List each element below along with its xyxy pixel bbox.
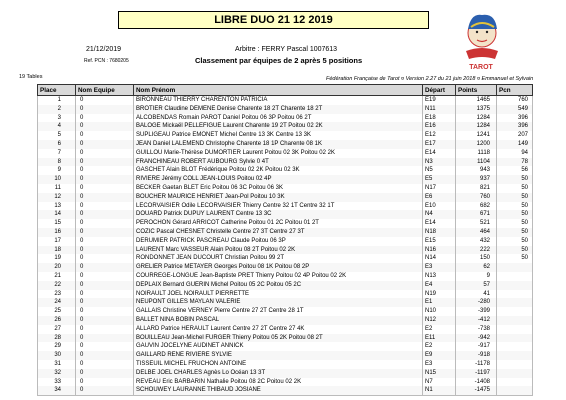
cell-nom: NOIRAULT JOEL NOIRAULT PIERRETTE <box>134 290 423 299</box>
cell-place: 7 <box>38 149 76 158</box>
cell-depart: N13 <box>423 272 456 281</box>
cell-points: -1475 <box>456 386 497 395</box>
cell-depart: E19 <box>423 96 456 105</box>
table-row <box>38 325 533 334</box>
table-row <box>38 122 533 131</box>
cell-points: 1284 <box>456 122 497 131</box>
cell-equipe: 0 <box>76 96 134 105</box>
cell-equipe: 0 <box>76 140 134 149</box>
table-row <box>38 298 533 307</box>
cell-place: 29 <box>38 342 76 351</box>
cell-depart: E9 <box>423 351 456 360</box>
table-row <box>38 307 533 316</box>
cell-depart: E5 <box>423 175 456 184</box>
cell-points: -918 <box>456 351 497 360</box>
cell-depart: E18 <box>423 114 456 123</box>
table-row <box>38 254 533 263</box>
cell-depart: E1 <box>423 298 456 307</box>
cell-nom: RIVIERE Jérémy COLL JEAN-LOUIS Poitou 02 4P <box>134 175 423 184</box>
table-row <box>38 228 533 237</box>
cell-nom: GAILLARD RENE RIVIERE SYLVIE <box>134 351 423 360</box>
table-row <box>38 272 533 281</box>
cell-equipe: 0 <box>76 131 134 140</box>
cell-place: 5 <box>38 131 76 140</box>
cell-place: 13 <box>38 202 76 211</box>
table-row <box>38 140 533 149</box>
cell-points: -1408 <box>456 378 497 387</box>
cell-depart: N1 <box>423 386 456 395</box>
cell-pcn: 50 <box>497 254 533 263</box>
cell-nom: SCHOUWEY LAURANNE THIBAUD JOSIANE <box>134 386 423 395</box>
cell-nom: DOUARD Patrick DUPUY LAURENT Centre 13 3C <box>134 210 423 219</box>
cell-pcn <box>497 334 533 343</box>
table-row <box>38 334 533 343</box>
cell-depart: N7 <box>423 378 456 387</box>
cell-depart: E14 <box>423 149 456 158</box>
cell-equipe: 0 <box>76 334 134 343</box>
page-title: LIBRE DUO 21 12 2019 <box>118 11 429 29</box>
col-points: Points <box>456 85 497 96</box>
cell-nom: BIRONNEAU THIERRY CHARENTON PATRICIA <box>134 96 423 105</box>
cell-pcn: 396 <box>497 122 533 131</box>
cell-place: 20 <box>38 263 76 272</box>
cell-equipe: 0 <box>76 219 134 228</box>
table-row <box>38 263 533 272</box>
cell-pcn: 50 <box>497 246 533 255</box>
cell-place: 10 <box>38 175 76 184</box>
cell-points: 150 <box>456 254 497 263</box>
col-nom-prenom: Nom Prénom <box>134 85 423 96</box>
cell-place: 23 <box>38 290 76 299</box>
cell-points: 464 <box>456 228 497 237</box>
cell-equipe: 0 <box>76 325 134 334</box>
cell-depart: N14 <box>423 254 456 263</box>
cell-points: 943 <box>456 166 497 175</box>
cell-pcn: 549 <box>497 105 533 114</box>
cell-place: 33 <box>38 378 76 387</box>
cell-nom: DEPLAIX Bernard GUERIN Michel Poitou 05 2C Poitou 05 2C <box>134 281 423 290</box>
table-row <box>38 210 533 219</box>
cell-equipe: 0 <box>76 263 134 272</box>
cell-nom: LECORVAISIER Odile LECORVAISIER Thierry Centre 32 1T Centre 32 1T <box>134 202 423 211</box>
cell-depart: E4 <box>423 281 456 290</box>
federation-version: Fédération Française de Tarot ¤ Version 2.27 du 21 juin 2018 ¤ Emmanuel et Sylvain <box>326 76 534 82</box>
cell-points: 1284 <box>456 114 497 123</box>
cell-pcn <box>497 290 533 299</box>
col-equipe: Nom Equipe <box>76 85 134 96</box>
cell-depart: E15 <box>423 237 456 246</box>
cell-pcn: 50 <box>497 184 533 193</box>
cell-nom: COURREGE-LONGUE Jean-Baptiste PRET Thierry Poitou 02 4P Poitou 02 2K <box>134 272 423 281</box>
cell-points: 760 <box>456 193 497 202</box>
cell-points: 41 <box>456 290 497 299</box>
cell-nom: ALCOBENDAS Romain PAROT Daniel Poitou 06 3P Poitou 06 2T <box>134 114 423 123</box>
cell-depart: E16 <box>423 122 456 131</box>
cell-place: 3 <box>38 114 76 123</box>
cell-depart: E12 <box>423 131 456 140</box>
cell-pcn: 56 <box>497 166 533 175</box>
cell-points: 682 <box>456 202 497 211</box>
cell-equipe: 0 <box>76 202 134 211</box>
cell-points: 1200 <box>456 140 497 149</box>
cell-pcn <box>497 272 533 281</box>
cell-points: 1118 <box>456 149 497 158</box>
table-row <box>38 175 533 184</box>
cell-points: -1178 <box>456 360 497 369</box>
cell-pcn: 50 <box>497 202 533 211</box>
cell-pcn <box>497 342 533 351</box>
cell-nom: GALLAIS Christine VERNEY Pierre Centre 27 2T Centre 28 1T <box>134 307 423 316</box>
cell-place: 1 <box>38 96 76 105</box>
cell-points: -738 <box>456 325 497 334</box>
cell-equipe: 0 <box>76 369 134 378</box>
cell-place: 30 <box>38 351 76 360</box>
cell-depart: N19 <box>423 290 456 299</box>
table-row <box>38 166 533 175</box>
cell-points: 821 <box>456 184 497 193</box>
cell-equipe: 0 <box>76 360 134 369</box>
cell-points: 521 <box>456 219 497 228</box>
cell-depart: E6 <box>423 193 456 202</box>
cell-equipe: 0 <box>76 378 134 387</box>
cell-equipe: 0 <box>76 122 134 131</box>
cell-place: 9 <box>38 166 76 175</box>
cell-equipe: 0 <box>76 184 134 193</box>
results-table <box>37 84 533 396</box>
cell-equipe: 0 <box>76 281 134 290</box>
table-row <box>38 219 533 228</box>
cell-pcn: 50 <box>497 237 533 246</box>
cell-nom: COZIC Pascal CHESNET Christelle Centre 27 3T Centre 27 3T <box>134 228 423 237</box>
cell-pcn: 207 <box>497 131 533 140</box>
cell-depart: N3 <box>423 158 456 167</box>
cell-equipe: 0 <box>76 307 134 316</box>
cell-place: 6 <box>38 140 76 149</box>
cell-pcn <box>497 360 533 369</box>
cell-equipe: 0 <box>76 114 134 123</box>
cell-depart: E14 <box>423 219 456 228</box>
cell-place: 19 <box>38 254 76 263</box>
cell-equipe: 0 <box>76 210 134 219</box>
cell-place: 15 <box>38 219 76 228</box>
cell-pcn: 50 <box>497 193 533 202</box>
cell-nom: NEUPONT GILLES MAYLAN VALERIE <box>134 298 423 307</box>
cell-place: 12 <box>38 193 76 202</box>
cell-depart: N10 <box>423 307 456 316</box>
cell-pcn: 50 <box>497 219 533 228</box>
cell-pcn <box>497 263 533 272</box>
cell-pcn: 396 <box>497 114 533 123</box>
cell-place: 34 <box>38 386 76 395</box>
cell-nom: FRANCHINEAU ROBERT AUBOURG Sylvie 0 4T <box>134 158 423 167</box>
cell-place: 11 <box>38 184 76 193</box>
cell-depart: E11 <box>423 334 456 343</box>
cell-place: 31 <box>38 360 76 369</box>
cell-place: 2 <box>38 105 76 114</box>
cell-pcn: 50 <box>497 228 533 237</box>
cell-nom: BALLET NINA BOBIN PASCAL <box>134 316 423 325</box>
col-pcn: Pcn <box>497 85 533 96</box>
cell-pcn <box>497 307 533 316</box>
cell-nom: SUPLIGEAU Patrice EMONET Michel Centre 13 3K Centre 13 3K <box>134 131 423 140</box>
cell-points: 57 <box>456 281 497 290</box>
arbitre-label: Arbitre : FERRY Pascal 1007613 <box>235 46 338 53</box>
cell-pcn <box>497 351 533 360</box>
cell-pcn <box>497 316 533 325</box>
cell-pcn <box>497 386 533 395</box>
table-row <box>38 281 533 290</box>
cell-place: 27 <box>38 325 76 334</box>
cell-nom: TISSEUIL MICHEL FRUCHON ANTOINE <box>134 360 423 369</box>
cell-nom: GRELIER Patrice METAYER Georges Poitou 08 1K Poitou 08 2P <box>134 263 423 272</box>
table-row <box>38 342 533 351</box>
cell-depart: E3 <box>423 263 456 272</box>
cell-place: 28 <box>38 334 76 343</box>
tarot-logo <box>457 5 507 75</box>
cell-points: 1375 <box>456 105 497 114</box>
cell-equipe: 0 <box>76 290 134 299</box>
cell-place: 14 <box>38 210 76 219</box>
cell-points: -280 <box>456 298 497 307</box>
cell-depart: E17 <box>423 140 456 149</box>
cell-pcn: 78 <box>497 158 533 167</box>
cell-nom: REVEAU Eric BARBARIN Nathalie Poitou 08 2C Poitou 02 2K <box>134 378 423 387</box>
col-depart: Départ <box>423 85 456 96</box>
cell-place: 26 <box>38 316 76 325</box>
cell-depart: N12 <box>423 316 456 325</box>
cell-points: 222 <box>456 246 497 255</box>
cell-nom: GAUVIN JOCELYNE AUDINET ANNICK <box>134 342 423 351</box>
cell-nom: BALOGE Mickaël PELLEFIGUE Laurent Charente 19 2T Poitou 02 2K <box>134 122 423 131</box>
col-place: Place <box>38 85 76 96</box>
cell-nom: BECKER Gaetan BLET Eric Poitou 06 3C Poitou 06 3K <box>134 184 423 193</box>
cell-place: 8 <box>38 158 76 167</box>
cell-equipe: 0 <box>76 228 134 237</box>
cell-nom: ALLARD Patrice HERAULT Laurent Centre 27 2T Centre 27 4K <box>134 325 423 334</box>
table-row <box>38 360 533 369</box>
table-row <box>38 149 533 158</box>
logo-text: TAROT <box>469 64 493 71</box>
cell-pcn: 50 <box>497 210 533 219</box>
cell-nom: JEAN Daniel LALEMEND Christophe Charente 18 1P Charente 08 1K <box>134 140 423 149</box>
cell-depart: N15 <box>423 369 456 378</box>
cell-depart: E2 <box>423 325 456 334</box>
cell-points: -412 <box>456 316 497 325</box>
cell-nom: GASCHET Alain BLOT Frédérique Poitou 02 2K Poitou 02 3K <box>134 166 423 175</box>
table-row <box>38 114 533 123</box>
table-row <box>38 131 533 140</box>
cell-equipe: 0 <box>76 105 134 114</box>
table-row <box>38 369 533 378</box>
table-row <box>38 246 533 255</box>
cell-nom: PEROCHON Gérard ARRICOT Catherine Poitou 01 2C Poitou 01 2T <box>134 219 423 228</box>
cell-place: 17 <box>38 237 76 246</box>
cell-nom: LAURENT Marc VASSEUR Alain Poitou 08 2T Poitou 02 2K <box>134 246 423 255</box>
cell-place: 18 <box>38 246 76 255</box>
cell-points: 937 <box>456 175 497 184</box>
cell-place: 25 <box>38 307 76 316</box>
table-row <box>38 184 533 193</box>
cell-depart: E2 <box>423 342 456 351</box>
table-row <box>38 237 533 246</box>
cell-equipe: 0 <box>76 158 134 167</box>
table-row <box>38 378 533 387</box>
cell-depart: N18 <box>423 228 456 237</box>
cell-points: 62 <box>456 263 497 272</box>
cell-nom: RONDONNET JEAN DUCOURT Christian Poitou 99 2T <box>134 254 423 263</box>
cell-points: 432 <box>456 237 497 246</box>
cell-pcn: 149 <box>497 140 533 149</box>
cell-place: 4 <box>38 122 76 131</box>
cell-depart: N4 <box>423 210 456 219</box>
cell-points: -399 <box>456 307 497 316</box>
cell-depart: E3 <box>423 360 456 369</box>
cell-depart: N17 <box>423 184 456 193</box>
cell-pcn: 94 <box>497 149 533 158</box>
table-row <box>38 290 533 299</box>
table-row <box>38 96 533 105</box>
cell-pcn <box>497 281 533 290</box>
cell-pcn: 50 <box>497 175 533 184</box>
cell-equipe: 0 <box>76 246 134 255</box>
cell-place: 22 <box>38 281 76 290</box>
classement-title: Classement par équipes de 2 après 5 positions <box>195 56 363 65</box>
cell-depart: N16 <box>423 246 456 255</box>
cell-depart: N5 <box>423 166 456 175</box>
table-row <box>38 193 533 202</box>
cell-points: -917 <box>456 342 497 351</box>
cell-depart: N11 <box>423 105 456 114</box>
cell-equipe: 0 <box>76 254 134 263</box>
cell-nom: BROTIER Claudine DEMENE Denise Charente 18 2T Charente 18 2T <box>134 105 423 114</box>
cell-equipe: 0 <box>76 193 134 202</box>
cell-points: -942 <box>456 334 497 343</box>
cell-place: 21 <box>38 272 76 281</box>
ref-pcn: Ref. PCN : 7680205 <box>84 58 129 64</box>
cell-points: -1197 <box>456 369 497 378</box>
cell-nom: GUILLOU Marie-Thérèse DUMORTIER Laurent Poitou 02 3K Poitou 02 2K <box>134 149 423 158</box>
cell-equipe: 0 <box>76 386 134 395</box>
cell-nom: BOUILLEAU Jean-Michel FURGER Thierry Poitou 05 2K Poitou 08 2T <box>134 334 423 343</box>
cell-nom: BOUCHER MAURICE HENRIET Jean-Pol Poitou 10 3K <box>134 193 423 202</box>
cell-equipe: 0 <box>76 272 134 281</box>
table-row <box>38 105 533 114</box>
cell-equipe: 0 <box>76 149 134 158</box>
cell-pcn <box>497 325 533 334</box>
cell-pcn <box>497 369 533 378</box>
cell-pcn: 760 <box>497 96 533 105</box>
cell-points: 1241 <box>456 131 497 140</box>
cell-equipe: 0 <box>76 342 134 351</box>
table-row <box>38 158 533 167</box>
cell-depart: E10 <box>423 202 456 211</box>
cell-points: 9 <box>456 272 497 281</box>
table-row <box>38 351 533 360</box>
table-row <box>38 386 533 395</box>
cell-pcn <box>497 378 533 387</box>
cell-place: 24 <box>38 298 76 307</box>
tournament-date: 21/12/2019 <box>86 46 122 53</box>
cell-equipe: 0 <box>76 351 134 360</box>
cell-nom: DELBE JOEL CHARLES Agnès Lo Océan 13 3T <box>134 369 423 378</box>
cell-points: 1104 <box>456 158 497 167</box>
cell-equipe: 0 <box>76 237 134 246</box>
cell-pcn <box>497 298 533 307</box>
cell-equipe: 0 <box>76 166 134 175</box>
cell-place: 16 <box>38 228 76 237</box>
cell-place: 32 <box>38 369 76 378</box>
cell-equipe: 0 <box>76 316 134 325</box>
cell-points: 1465 <box>456 96 497 105</box>
table-row <box>38 202 533 211</box>
table-row <box>38 316 533 325</box>
cell-points: 671 <box>456 210 497 219</box>
table-header-row <box>38 85 533 96</box>
table-count: 19 Tables <box>19 74 43 80</box>
cell-equipe: 0 <box>76 175 134 184</box>
cell-nom: DERUMIER PATRICK PASCREAU Claude Poitou 06 3P <box>134 237 423 246</box>
cell-equipe: 0 <box>76 298 134 307</box>
